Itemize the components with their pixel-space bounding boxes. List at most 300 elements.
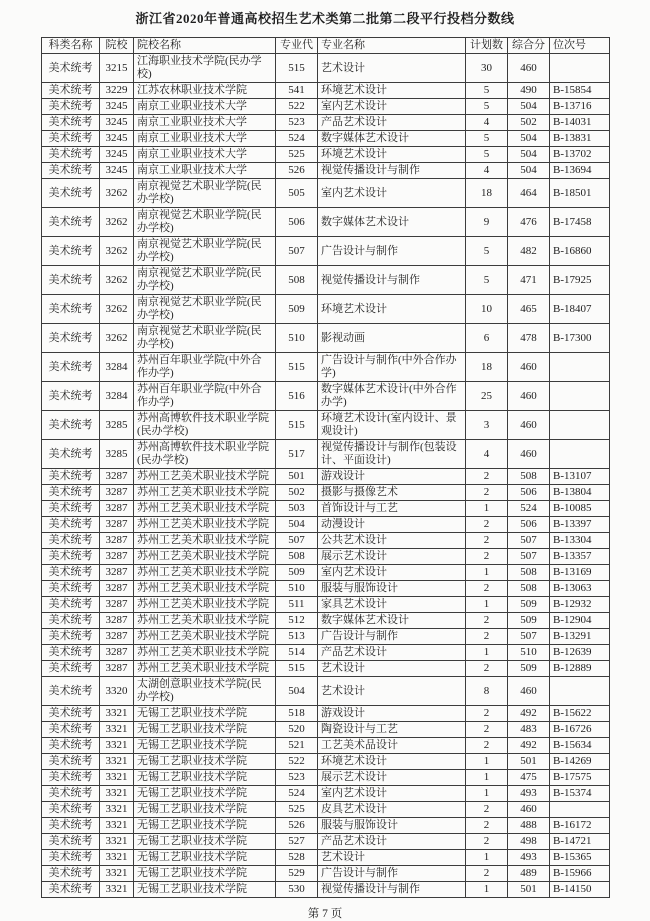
table-cell: 10 [466,295,508,324]
table-cell: 5 [466,237,508,266]
table-cell: 502 [508,115,550,131]
column-header: 院校 [100,38,134,54]
table-cell: 数字媒体艺术设计 [318,131,466,147]
table-cell: 529 [276,866,318,882]
table-cell: 南京视觉艺术职业学院(民办学校) [134,324,276,353]
table-cell: 524 [276,786,318,802]
table-cell: 艺术设计 [318,661,466,677]
table-cell: 环境艺术设计 [318,147,466,163]
table-row [42,179,610,208]
table-cell: 3321 [100,882,134,898]
table-row [42,382,610,411]
table-cell: 526 [276,818,318,834]
table-cell: 陶瓷设计与工艺 [318,722,466,738]
table-row [42,613,610,629]
table-cell: 1 [466,786,508,802]
table-cell: 美术统考 [42,882,100,898]
table-cell: 数字媒体艺术设计 [318,613,466,629]
table-cell: 516 [276,382,318,411]
table-cell: 2 [466,706,508,722]
table-row [42,866,610,882]
column-header: 专业代 [276,38,318,54]
table-cell: 影视动画 [318,324,466,353]
table-cell: 478 [508,324,550,353]
table-cell: 苏州工艺美术职业技术学院 [134,485,276,501]
table-cell: 523 [276,115,318,131]
table-cell: 3321 [100,866,134,882]
table-cell: 3284 [100,353,134,382]
table-cell: 江苏农林职业技术学院 [134,83,276,99]
table-cell: 503 [276,501,318,517]
column-header: 专业名称 [318,38,466,54]
table-cell: 507 [508,629,550,645]
table-cell: 3285 [100,411,134,440]
table-cell: 美术统考 [42,147,100,163]
table-cell: 518 [276,706,318,722]
table-cell: 475 [508,770,550,786]
table-cell: 1 [466,501,508,517]
table-cell: 视觉传播设计与制作 [318,882,466,898]
table-cell: 苏州工艺美术职业技术学院 [134,469,276,485]
page-title: 浙江省2020年普通高校招生艺术类第二批第二段平行投档分数线 [135,11,515,26]
table-cell: 2 [466,661,508,677]
table-row [42,485,610,501]
table-cell: B-13831 [550,131,610,147]
table-cell: 美术统考 [42,770,100,786]
table-cell: 526 [276,163,318,179]
table-body [42,54,610,898]
table-cell: 505 [276,179,318,208]
table-cell [550,440,610,469]
table-cell: 2 [466,485,508,501]
table-cell: 视觉传播设计与制作 [318,266,466,295]
table-cell: 3245 [100,131,134,147]
table-row [42,295,610,324]
table-cell: 产品艺术设计 [318,115,466,131]
table-cell: 皮具艺术设计 [318,802,466,818]
table-cell: 1 [466,770,508,786]
table-cell: 541 [276,83,318,99]
table-cell: 美术统考 [42,324,100,353]
table-cell: 广告设计与制作 [318,629,466,645]
table-cell: 苏州工艺美术职业技术学院 [134,501,276,517]
table-row [42,54,610,83]
table-cell: 3287 [100,661,134,677]
table-cell: B-12932 [550,597,610,613]
table-cell: 460 [508,411,550,440]
table-cell: 艺术设计 [318,850,466,866]
table-cell: 苏州工艺美术职业技术学院 [134,597,276,613]
table-cell: 展示艺术设计 [318,549,466,565]
table-cell: 美术统考 [42,266,100,295]
table-cell: 苏州高博软件技术职业学院(民办学校) [134,440,276,469]
table-cell: 460 [508,382,550,411]
table-row [42,208,610,237]
table-cell: 521 [276,738,318,754]
table-row [42,163,610,179]
table-cell: B-13291 [550,629,610,645]
table-cell: 苏州高博软件技术职业学院(民办学校) [134,411,276,440]
table-cell: B-14031 [550,115,610,131]
table-cell: B-13694 [550,163,610,179]
table-cell: B-18501 [550,179,610,208]
table-cell: 504 [276,677,318,706]
table-cell: 广告设计与制作(中外合作办学) [318,353,466,382]
table-cell: 2 [466,581,508,597]
table-cell: 南京工业职业技术大学 [134,99,276,115]
table-cell: B-13804 [550,485,610,501]
table-cell: 苏州工艺美术职业技术学院 [134,581,276,597]
table-cell: 3321 [100,818,134,834]
table-cell: 507 [276,237,318,266]
table-cell: 苏州百年职业学院(中外合作办学) [134,382,276,411]
table-cell: 2 [466,738,508,754]
table-cell: 508 [508,581,550,597]
table-cell: 2 [466,469,508,485]
table-cell: 460 [508,802,550,818]
table-cell: 5 [466,131,508,147]
table-cell: 1 [466,882,508,898]
table-cell: 6 [466,324,508,353]
table-cell: 509 [508,661,550,677]
table-cell: B-15365 [550,850,610,866]
table-cell: B-17458 [550,208,610,237]
table-cell: B-17300 [550,324,610,353]
table-cell: 502 [276,485,318,501]
table-cell: 无锡工艺职业技术学院 [134,818,276,834]
table-row [42,469,610,485]
table-cell: 3287 [100,645,134,661]
table-row [42,517,610,533]
table-cell: 美术统考 [42,99,100,115]
table-cell: 2 [466,613,508,629]
table-row [42,706,610,722]
table-cell: 动漫设计 [318,517,466,533]
table-cell: 视觉传播设计与制作 [318,163,466,179]
table-cell: 483 [508,722,550,738]
table-cell: 520 [276,722,318,738]
table-cell: 美术统考 [42,850,100,866]
table-cell: 1 [466,754,508,770]
table-cell: 广告设计与制作 [318,866,466,882]
table-cell: 3262 [100,266,134,295]
table-cell: 室内艺术设计 [318,99,466,115]
table-cell: 美术统考 [42,597,100,613]
table-row [42,661,610,677]
table-cell: 506 [508,517,550,533]
table-cell: 南京工业职业技术大学 [134,131,276,147]
table-cell: 525 [276,147,318,163]
table-cell [550,382,610,411]
table-cell: 数字媒体艺术设计 [318,208,466,237]
table-cell: 515 [276,661,318,677]
table-cell: 501 [508,882,550,898]
table-row [42,850,610,866]
table-row [42,353,610,382]
table-cell: 环境艺术设计 [318,83,466,99]
table-cell: 苏州工艺美术职业技术学院 [134,629,276,645]
table-cell: 公共艺术设计 [318,533,466,549]
table-cell: 3321 [100,850,134,866]
table-cell: 504 [276,517,318,533]
table-cell: 3287 [100,581,134,597]
table-cell: 2 [466,533,508,549]
column-header: 科类名称 [42,38,100,54]
table-cell: 美术统考 [42,738,100,754]
table-cell: B-10085 [550,501,610,517]
table-cell: B-15634 [550,738,610,754]
table-cell: 美术统考 [42,677,100,706]
table-cell: 507 [508,549,550,565]
table-cell: 3262 [100,324,134,353]
table-cell: 2 [466,549,508,565]
table-cell: 美术统考 [42,411,100,440]
table-cell: 江海职业技术学院(民办学校) [134,54,276,83]
column-header: 院校名称 [134,38,276,54]
table-cell: 无锡工艺职业技术学院 [134,786,276,802]
table-row [42,677,610,706]
table-cell: 3 [466,411,508,440]
table-cell: 美术统考 [42,565,100,581]
table-cell: 美术统考 [42,179,100,208]
table-cell: 3284 [100,382,134,411]
table-cell: B-12889 [550,661,610,677]
table-cell: 5 [466,266,508,295]
table-cell: 524 [508,501,550,517]
table-cell: 3320 [100,677,134,706]
table-cell: 美术统考 [42,440,100,469]
table-cell: 美术统考 [42,115,100,131]
table-cell: 美术统考 [42,866,100,882]
table-cell: 无锡工艺职业技术学院 [134,866,276,882]
table-row [42,411,610,440]
table-cell: 无锡工艺职业技术学院 [134,722,276,738]
table-cell: 3287 [100,485,134,501]
table-row [42,440,610,469]
table-cell: 515 [276,411,318,440]
table-cell: 南京工业职业技术大学 [134,115,276,131]
table-cell: 504 [508,131,550,147]
table-cell: 服装与服饰设计 [318,581,466,597]
table-cell: 美术统考 [42,208,100,237]
table-cell: 18 [466,179,508,208]
table-cell: 美术统考 [42,706,100,722]
table-row [42,237,610,266]
table-cell [550,353,610,382]
table-cell: B-14269 [550,754,610,770]
table-cell: B-13397 [550,517,610,533]
table-cell: 2 [466,818,508,834]
table-cell: 465 [508,295,550,324]
table-cell: 3321 [100,706,134,722]
column-header: 综合分 [508,38,550,54]
table-row [42,266,610,295]
table-cell: B-12904 [550,613,610,629]
table-cell: 3321 [100,738,134,754]
table-cell: 8 [466,677,508,706]
table-row [42,802,610,818]
table-cell: B-16860 [550,237,610,266]
table-cell: 美术统考 [42,613,100,629]
table-cell: 美术统考 [42,818,100,834]
table-row [42,770,610,786]
table-cell: 524 [276,131,318,147]
table-cell: B-18407 [550,295,610,324]
table-cell: 25 [466,382,508,411]
table-cell: 1 [466,645,508,661]
table-cell: 3321 [100,722,134,738]
table-cell: 美术统考 [42,163,100,179]
table-cell: 528 [276,850,318,866]
page-number: 第 7 页 [307,908,343,920]
table-cell: 488 [508,818,550,834]
table-cell: 509 [508,597,550,613]
table-row [42,581,610,597]
table-cell: 493 [508,850,550,866]
table-cell: 美术统考 [42,295,100,324]
table-cell: B-14150 [550,882,610,898]
table-row [42,147,610,163]
table-cell: 工艺美术品设计 [318,738,466,754]
table-cell: 苏州工艺美术职业技术学院 [134,565,276,581]
table-cell: B-13107 [550,469,610,485]
table-cell: 490 [508,83,550,99]
table-cell: 南京工业职业技术大学 [134,147,276,163]
table-row [42,83,610,99]
table-cell: 3262 [100,179,134,208]
table-cell: 首饰设计与工艺 [318,501,466,517]
table-cell: 3287 [100,629,134,645]
table-cell: 506 [508,485,550,501]
table-cell: 522 [276,99,318,115]
table-cell: B-13716 [550,99,610,115]
table-cell: 464 [508,179,550,208]
table-cell: 510 [276,324,318,353]
table-cell: 美术统考 [42,581,100,597]
table-cell: 3262 [100,208,134,237]
table-cell [550,411,610,440]
table-cell: 3245 [100,99,134,115]
table-cell: 1 [466,850,508,866]
table-cell: 3321 [100,754,134,770]
table-cell: 510 [508,645,550,661]
table-row [42,786,610,802]
table-cell: 美术统考 [42,834,100,850]
table-cell: 美术统考 [42,353,100,382]
table-cell: 460 [508,677,550,706]
table-cell: B-13304 [550,533,610,549]
table-row [42,549,610,565]
table-cell: 艺术设计 [318,677,466,706]
table-row [42,629,610,645]
table-cell: 无锡工艺职业技术学院 [134,850,276,866]
table-cell: 室内艺术设计 [318,179,466,208]
table-cell: 美术统考 [42,382,100,411]
table-cell: 广告设计与制作 [318,237,466,266]
table-cell: 无锡工艺职业技术学院 [134,882,276,898]
table-cell: 4 [466,440,508,469]
column-header: 计划数 [466,38,508,54]
table-cell: 无锡工艺职业技术学院 [134,834,276,850]
table-cell: 504 [508,147,550,163]
table-cell: 南京视觉艺术职业学院(民办学校) [134,295,276,324]
table-cell: 515 [276,353,318,382]
table-cell: 3287 [100,597,134,613]
table-cell: 室内艺术设计 [318,786,466,802]
table-cell: 2 [466,722,508,738]
table-cell: 美术统考 [42,485,100,501]
table-cell: 苏州工艺美术职业技术学院 [134,533,276,549]
table-cell: 512 [276,613,318,629]
table-row [42,834,610,850]
table-cell: 492 [508,738,550,754]
table-cell: B-16172 [550,818,610,834]
table-row [42,722,610,738]
table-cell: 3287 [100,613,134,629]
table-cell: 美术统考 [42,802,100,818]
table-cell: 2 [466,802,508,818]
table-cell: 3287 [100,549,134,565]
table-cell: 无锡工艺职业技术学院 [134,706,276,722]
table-cell: 美术统考 [42,754,100,770]
table-cell: 艺术设计 [318,54,466,83]
table-cell: 美术统考 [42,533,100,549]
table-cell: 501 [276,469,318,485]
table-row [42,501,610,517]
table-cell: 3321 [100,802,134,818]
table-cell: 5 [466,99,508,115]
table-cell: 3262 [100,295,134,324]
table-cell: 美术统考 [42,722,100,738]
table-cell: 3321 [100,834,134,850]
table-cell: 2 [466,834,508,850]
table-cell: 3262 [100,237,134,266]
table-cell: 506 [276,208,318,237]
table-row [42,818,610,834]
table-cell: 507 [276,533,318,549]
table-cell: 3285 [100,440,134,469]
table-cell: 苏州工艺美术职业技术学院 [134,613,276,629]
table-cell: B-14721 [550,834,610,850]
table-cell: 510 [276,581,318,597]
table-cell: B-17925 [550,266,610,295]
table-cell: 508 [276,266,318,295]
table-cell: 3245 [100,115,134,131]
table-cell: 509 [276,565,318,581]
table-cell: 460 [508,440,550,469]
table-cell: B-17575 [550,770,610,786]
table-row [42,99,610,115]
table-cell: 1 [466,597,508,613]
table-row [42,115,610,131]
table-cell: 527 [276,834,318,850]
table-cell: 3321 [100,786,134,802]
table-header-row [42,38,610,54]
table-cell: 苏州百年职业学院(中外合作办学) [134,353,276,382]
table-cell: 无锡工艺职业技术学院 [134,770,276,786]
score-table [41,37,610,898]
table-row [42,754,610,770]
table-cell: 美术统考 [42,645,100,661]
column-header: 位次号 [550,38,610,54]
table-cell: 4 [466,163,508,179]
table-cell: B-13063 [550,581,610,597]
table-cell: 服装与服饰设计 [318,818,466,834]
table-cell: 498 [508,834,550,850]
table-cell: 523 [276,770,318,786]
table-row [42,738,610,754]
table-cell: 509 [276,295,318,324]
